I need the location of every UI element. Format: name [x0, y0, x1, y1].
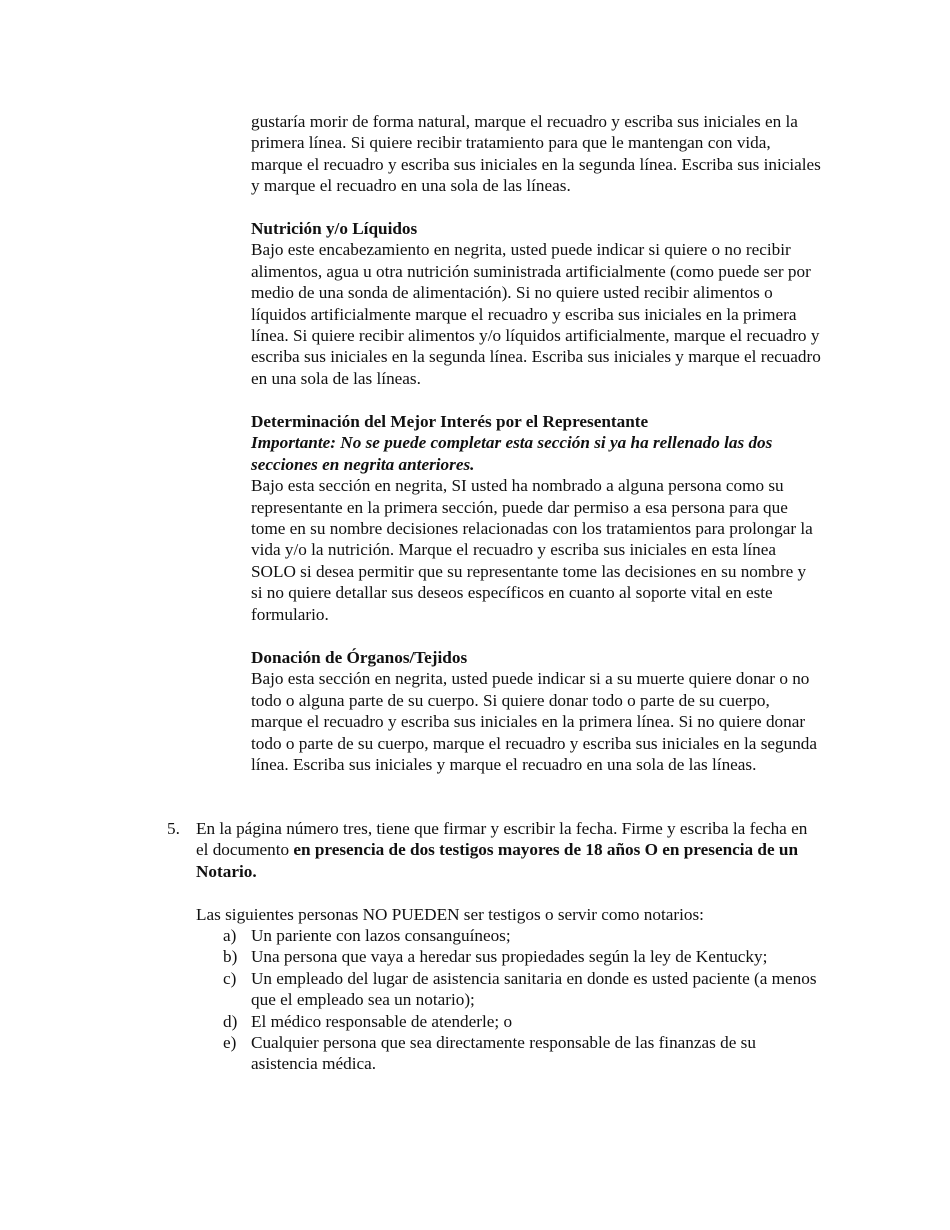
list-item-text: Un empleado del lugar de asistencia sanitaria en donde es usted paciente (a menos que el empleado sea un notario); — [251, 968, 817, 1010]
organ-donation-heading: Donación de Órganos/Tejidos — [251, 648, 468, 667]
numbered-item-5 — [167, 818, 827, 882]
item-5-plain-text: En la página número tres, tiene que firmar y escribir la fecha. Firme y escriba la fecha en el documento — [196, 819, 808, 860]
best-interest-section — [251, 411, 821, 625]
nutrition-section — [251, 218, 821, 389]
list-item — [223, 925, 823, 946]
witnesses-intro: Las siguientes personas NO PUEDEN ser testigos o servir como notarios: — [196, 905, 704, 924]
witnesses-intro-block — [196, 904, 826, 925]
list-item-text: Cualquier persona que sea directamente responsable de las finanzas de su asistencia médica. — [251, 1033, 756, 1074]
witnesses-list — [223, 925, 823, 1075]
organ-donation-body: Bajo esta sección en negrita, usted puede indicar si a su muerte quiere donar o no todo o alguna parte de su cuerpo. Si quiere donar todo o parte de su cuerpo, marque el recuadro y escriba sus iniciales en la primera línea. Si no quiere donar todo o parte de su cuerpo, marque el recuadro y escriba sus iniciales en la segunda línea. Escriba sus iniciales y marque el recuadro en una sola de las líneas. — [251, 669, 818, 775]
best-interest-body: Bajo esta sección en negrita, SI usted ha nombrado a alguna persona como su representante en la primera sección, puede dar permiso a esa persona para que tome en su nombre decisiones relacionadas con los tratamientos para prolongar la vida y/o la nutrición. Marque el recuadro y escriba sus iniciales en esta línea SOLO si desea permitir que su representante tome las decisiones en su nombre y si no quiere detallar sus deseos específicos en cuanto al soporte vital en este formulario. — [251, 476, 813, 624]
list-item-letter: a) — [223, 926, 237, 945]
list-item-text: Una persona que vaya a heredar sus propiedades según la ley de Kentucky; — [251, 947, 768, 967]
best-interest-important-note: Importante: No se puede completar esta sección si ya ha rellenado las dos secciones en negrita anteriores. — [251, 433, 773, 474]
item-5-bold-text: en presencia de dos testigos mayores de 18 años O en presencia de un Notario. — [196, 840, 799, 881]
list-item-text: El médico responsable de atenderle; o — [251, 1011, 513, 1031]
item-number: 5. — [167, 819, 180, 838]
list-item-letter: d) — [223, 1011, 238, 1031]
list-item — [223, 1011, 823, 1032]
best-interest-heading: Determinación del Mejor Interés por el Representante — [251, 412, 649, 431]
list-item — [223, 1032, 823, 1075]
organ-donation-section — [251, 647, 821, 775]
intro-paragraph-block — [251, 111, 821, 197]
list-item — [223, 946, 823, 967]
intro-paragraph: gustaría morir de forma natural, marque el recuadro y escriba sus iniciales en la primera línea. Si quiere recibir tratamiento para que le mantengan con vida, marque el recuadro y escriba sus iniciales en la segunda línea. Escriba sus iniciales y marque el recuadro en una sola de las líneas. — [251, 112, 821, 196]
nutrition-body: Bajo este encabezamiento en negrita, usted puede indicar si quiere o no recibir alimentos, agua u otra nutrición suministrada artificialmente (como puede ser por medio de una sonda de alimentación). Si no quiere usted recibir alimentos o líquidos artificialmente marque el recuadro y escriba sus iniciales en la primera línea. Si quiere recibir alimentos y/o líquidos artificialmente, marque el recuadro y escriba sus iniciales en la segunda línea. Escriba sus iniciales y marque el recuadro en una sola de las líneas. — [251, 240, 821, 388]
list-item-letter: e) — [223, 1033, 237, 1053]
nutrition-heading: Nutrición y/o Líquidos — [251, 219, 418, 238]
list-item-letter: b) — [223, 947, 238, 967]
item-5-text — [196, 818, 816, 882]
list-item — [223, 968, 823, 1011]
list-item-text: Un pariente con lazos consanguíneos; — [251, 926, 511, 945]
list-item-letter: c) — [223, 968, 237, 988]
